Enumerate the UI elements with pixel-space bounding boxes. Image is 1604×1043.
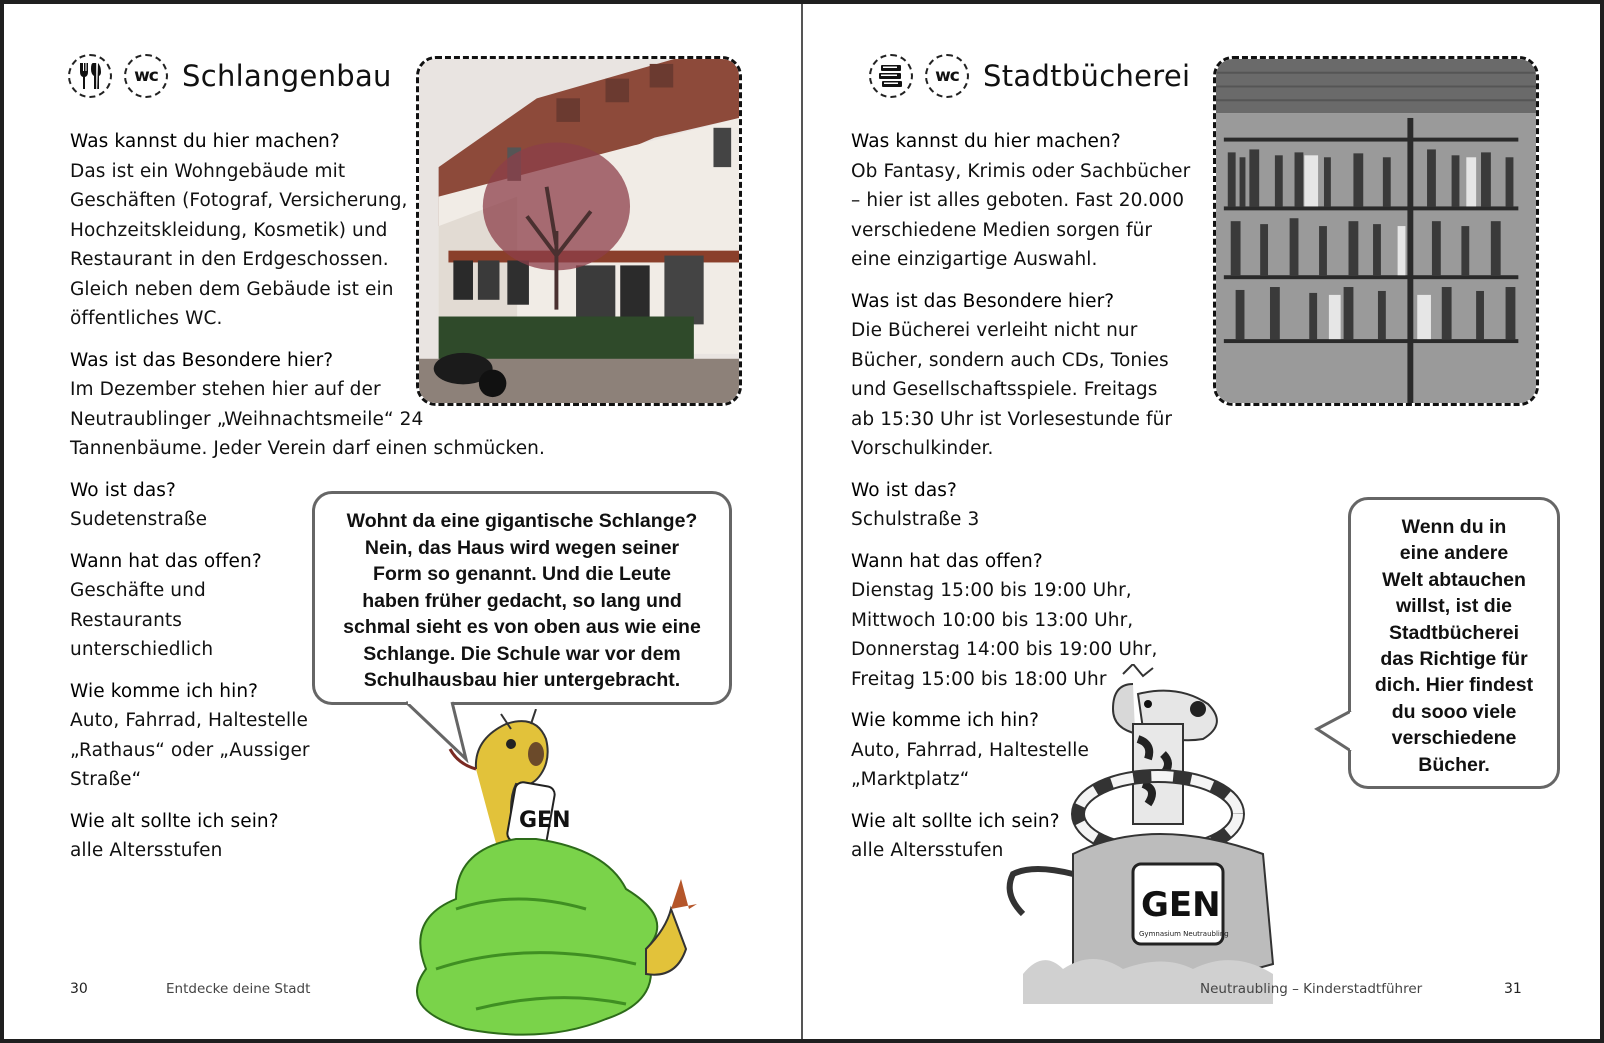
section-answer-line: Mittwoch 10:00 bis 13:00 Uhr, — [851, 609, 1134, 631]
left-header — [68, 54, 392, 98]
section-answer-line: Schulstraße 3 — [851, 509, 980, 530]
section-answer-line: alle Altersstufen — [851, 840, 1004, 861]
section-question: Wie komme ich hin? — [70, 680, 259, 702]
bubble-line: Form so genannt. Und die Leute — [373, 563, 671, 585]
bubble-line: Schulhausbau hier untergebracht. — [363, 669, 681, 691]
section-answer-line: Restaurant in den Erdgeschossen. — [70, 249, 389, 270]
wc-icon — [124, 54, 168, 98]
wc-label: wc — [935, 66, 959, 86]
section-answer-line: Bücher, sondern auch CDs, Tonies — [851, 349, 1169, 371]
speech-bubble — [1348, 497, 1560, 789]
giraffe-mascot — [983, 664, 1323, 1004]
shirt-sublogo: Gymnasium Neutraubling — [1139, 930, 1229, 938]
section-question: Wann hat das offen? — [851, 550, 1043, 572]
bubble-line: haben früher gedacht, so lang und — [362, 589, 682, 612]
section-answer-line: Gleich neben dem Gebäude ist ein — [70, 278, 394, 300]
speech-bubble — [312, 491, 732, 705]
section-answer-line: Im Dezember stehen hier auf der — [70, 379, 381, 400]
bubble-line: Schlange. Die Schule war vor dem — [363, 642, 681, 665]
section-answer-line: „Marktplatz“ — [851, 769, 970, 790]
page-number: 31 — [1504, 981, 1522, 997]
page-title: Schlangenbau — [182, 59, 392, 93]
wc-label: wc — [134, 66, 158, 86]
info-section — [851, 476, 1191, 535]
bubble-line: Nein, das Haus wird wegen seiner — [364, 536, 680, 559]
section-answer-line: Straße“ — [70, 769, 142, 790]
library-photo — [1213, 56, 1539, 406]
section-answer-line: „Rathaus“ oder „Aussiger — [70, 739, 310, 761]
section-answer-line: Restaurants — [70, 609, 183, 631]
section-answer-line: Sudetenstraße — [70, 509, 208, 530]
section-answer-line: öffentliches WC. — [70, 308, 223, 329]
left-page — [4, 4, 801, 1039]
info-section — [70, 127, 590, 334]
section-question: Was kannst du hier machen? — [70, 131, 340, 152]
section-answer-line: alle Altersstufen — [70, 840, 223, 861]
section-answer-line: Auto, Fahrrad, Haltestelle — [70, 710, 309, 731]
section-answer-line: und Gesellschaftsspiele. Freitags — [851, 379, 1158, 400]
section-answer-line: Freitag 15:00 bis 18:00 Uhr — [851, 668, 1107, 690]
bubble-line: Wenn du in — [1401, 516, 1507, 538]
page-title: Stadtbücherei — [983, 59, 1191, 93]
section-answer-line: Vorschulkinder. — [851, 438, 994, 459]
info-section — [70, 346, 590, 464]
books-icon — [869, 54, 913, 98]
bubble-line: das Richtige für — [1380, 648, 1528, 671]
section-question: Wie alt sollte ich sein? — [851, 810, 1060, 832]
section-question: Was ist das Besondere hier? — [851, 290, 1115, 312]
cutlery-icon — [68, 54, 112, 98]
info-section — [851, 127, 1191, 275]
snake-mascot — [416, 709, 706, 1039]
footer-text: Neutraubling – Kinderstadtführer — [1200, 981, 1423, 997]
right-page — [803, 4, 1600, 1039]
section-question: Wo ist das? — [851, 479, 957, 501]
section-question: Wann hat das offen? — [70, 550, 262, 572]
section-answer-line: verschiedene Medien sorgen für — [851, 219, 1153, 241]
section-answer-line: Auto, Fahrrad, Haltestelle — [851, 739, 1090, 761]
bubble-line: verschiedene — [1391, 727, 1517, 750]
shirt-logo: GEN — [519, 808, 571, 833]
bubble-line: du sooo viele — [1391, 700, 1517, 723]
section-answer-line: ab 15:30 Uhr ist Vorlesestunde für — [851, 408, 1173, 430]
bubble-line: dich. Hier findest — [1374, 674, 1534, 697]
shirt-logo: GEN — [1141, 885, 1221, 925]
section-answer-line: Geschäften (Fotograf, Versicherung, — [70, 190, 408, 211]
footer-text: Entdecke deine Stadt — [166, 981, 311, 997]
section-answer-line: Die Bücherei verleiht nicht nur — [851, 320, 1138, 341]
section-answer-line: eine einzigartige Auswahl. — [851, 249, 1098, 270]
section-question: Wie alt sollte ich sein? — [70, 810, 279, 832]
section-answer-line: Tannenbäume. Jeder Verein darf einen schmücken. — [70, 438, 545, 459]
bubble-line: willst, ist die — [1396, 595, 1512, 618]
section-question: Wie komme ich hin? — [851, 710, 1040, 731]
section-answer-line: Geschäfte und — [70, 580, 206, 601]
section-answer-line: Hochzeitskleidung, Kosmetik) und — [70, 219, 388, 241]
section-question: Was ist das Besondere hier? — [70, 349, 334, 371]
bubble-line: eine andere — [1399, 542, 1509, 565]
section-answer-line: Dienstag 15:00 bis 19:00 Uhr, — [851, 580, 1132, 601]
bubble-line: Welt abtauchen — [1382, 568, 1526, 591]
section-question: Was kannst du hier machen? — [851, 131, 1121, 152]
section-answer-line: Neutraublinger „Weihnachtsmeile“ 24 — [70, 408, 424, 430]
section-answer-line: Das ist ein Wohngebäude mit — [70, 160, 346, 182]
info-section — [851, 287, 1191, 464]
bubble-line: Stadtbücherei — [1388, 621, 1520, 644]
right-header — [869, 54, 1190, 98]
bubble-line: schmal sieht es von oben aus wie eine — [343, 616, 701, 638]
wc-icon — [925, 54, 969, 98]
page-number: 30 — [70, 981, 88, 997]
book-spread — [4, 4, 1600, 1039]
section-answer-line: – hier ist alles geboten. Fast 20.000 — [851, 190, 1185, 211]
section-answer-line: unterschiedlich — [70, 639, 214, 660]
bubble-line: Bücher. — [1418, 753, 1490, 776]
section-answer-line: Donnerstag 14:00 bis 19:00 Uhr, — [851, 639, 1158, 660]
bubble-line: Wohnt da eine gigantische Schlange? — [346, 510, 698, 532]
section-question: Wo ist das? — [70, 479, 176, 501]
section-answer-line: Ob Fantasy, Krimis oder Sachbücher — [851, 160, 1191, 182]
